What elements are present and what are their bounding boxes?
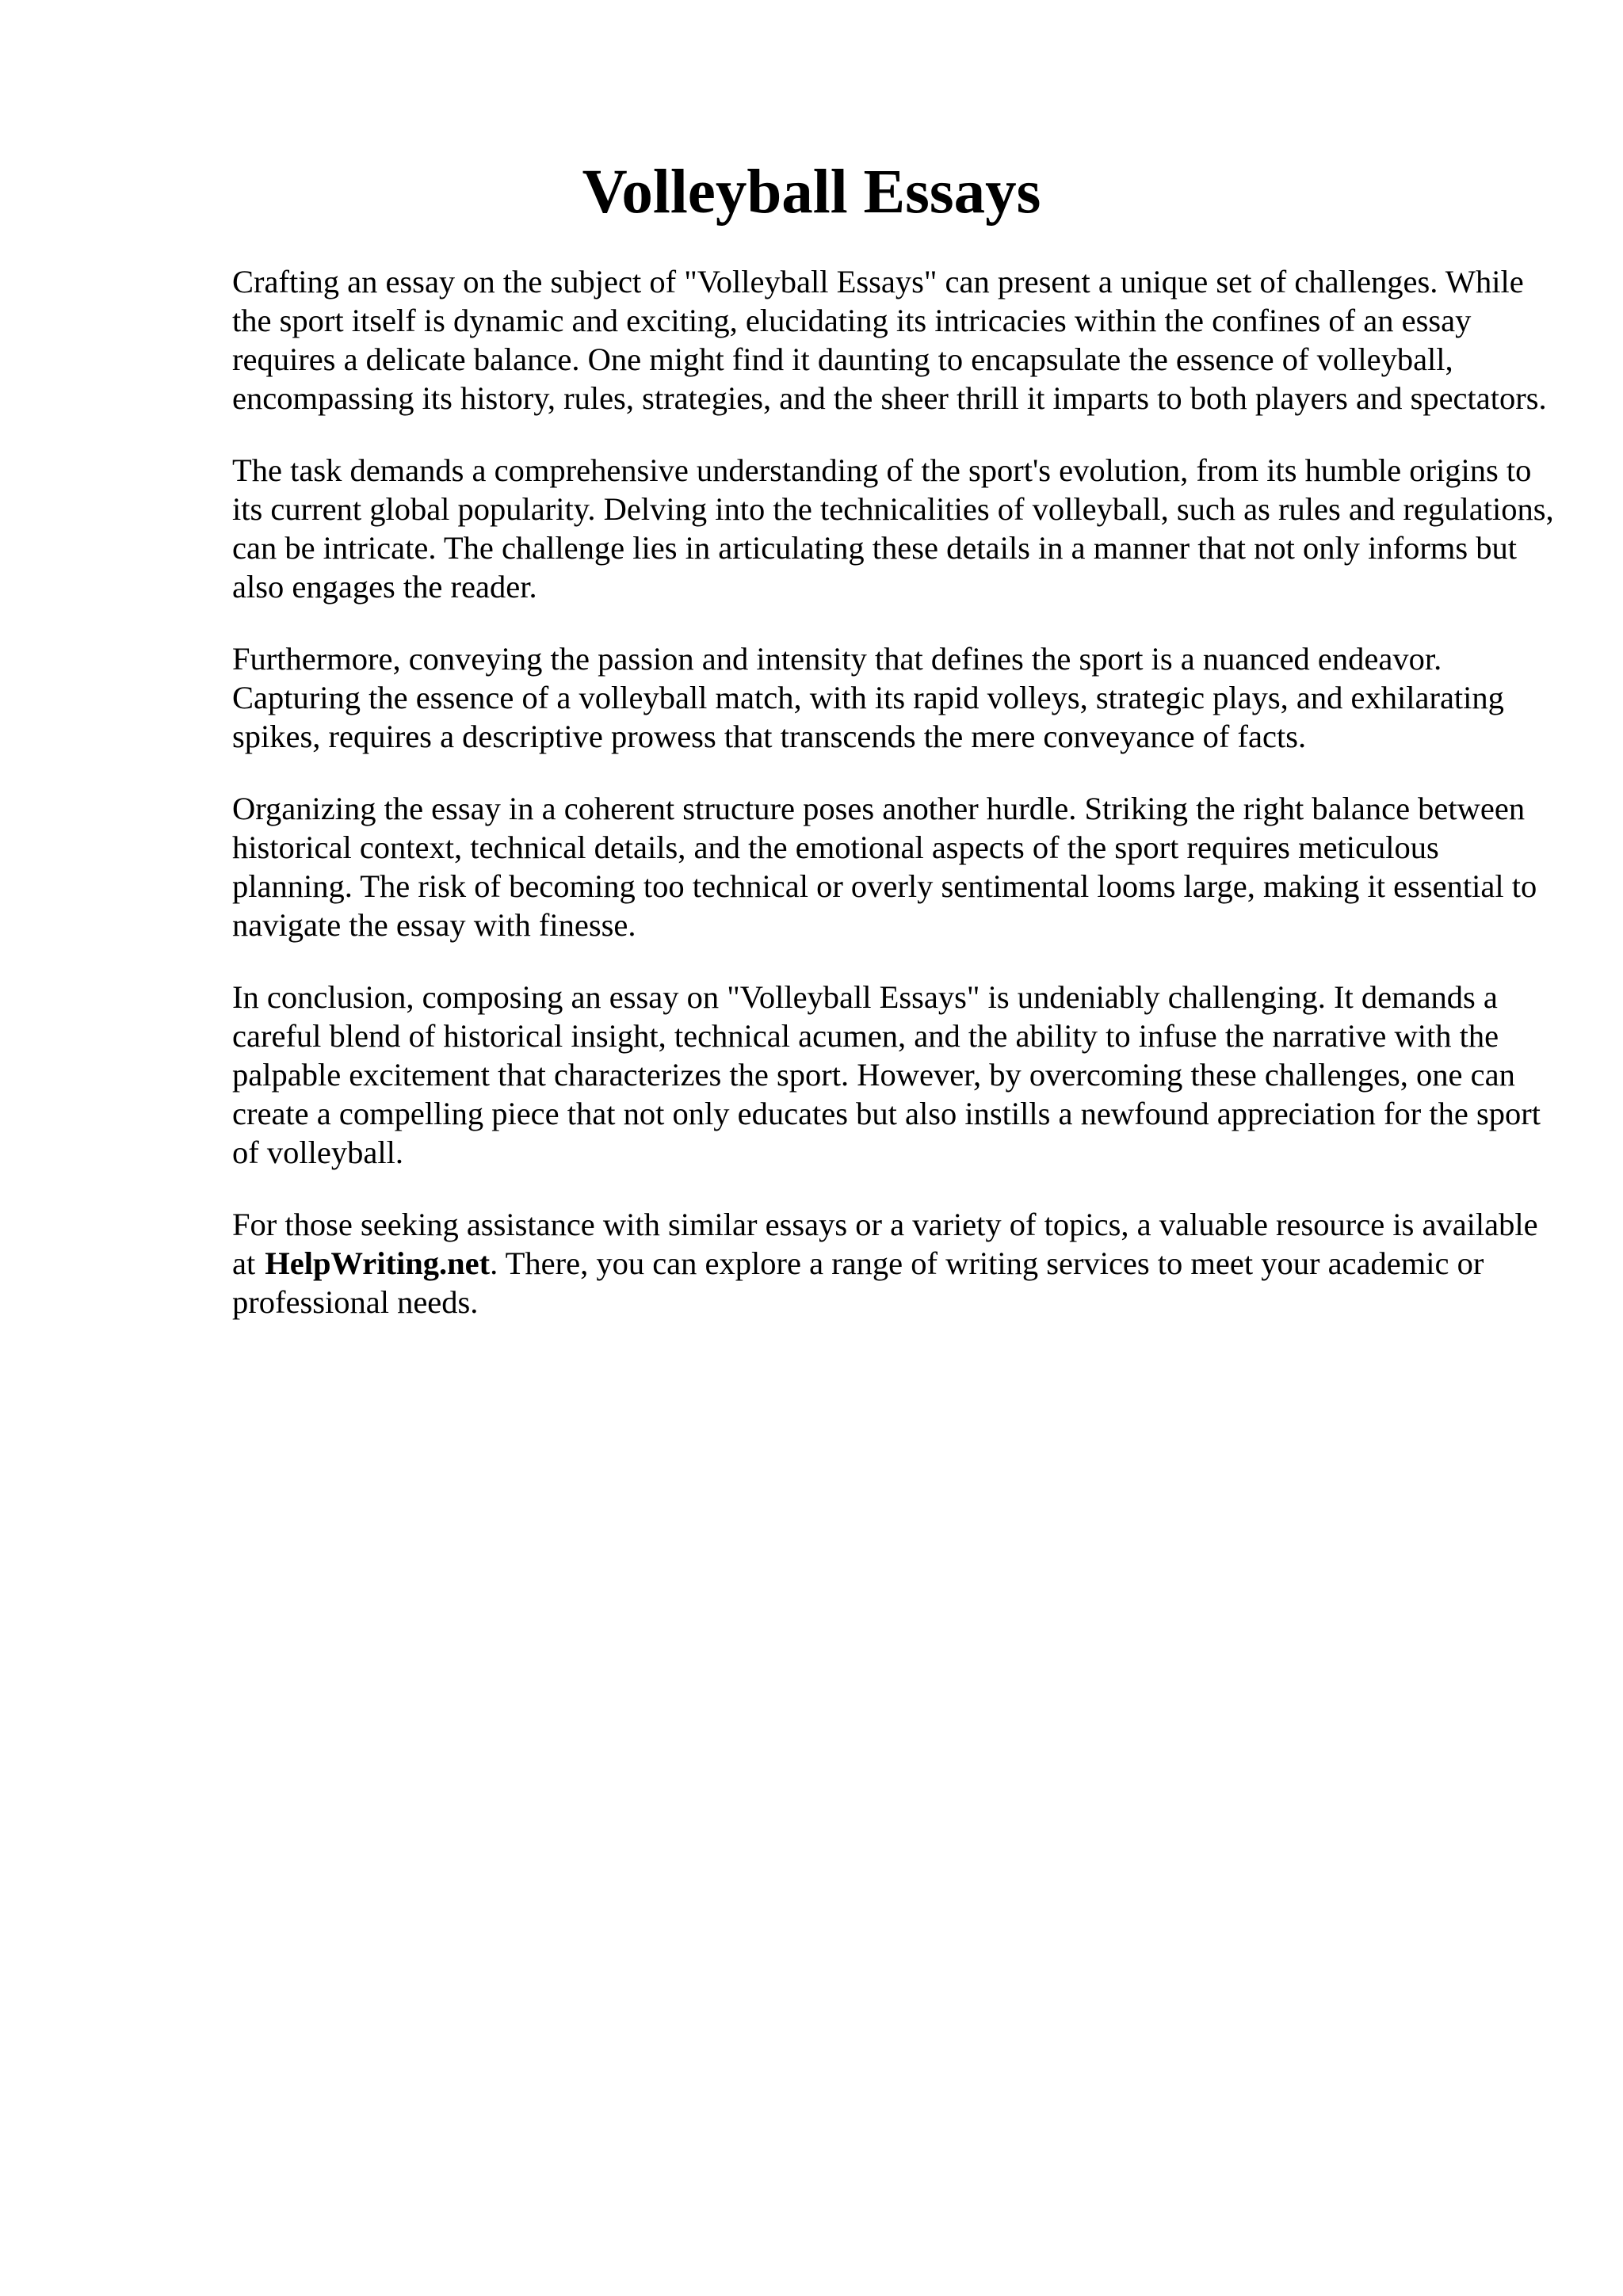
paragraph-1: Crafting an essay on the subject of "Volleyball Essays" can present a unique set of challenges. While the sport itself is dynamic and exciting, elucidating its intricacies within the confines of an essay requires a delicate balance. One might find it daunting to encapsulate the essence of volleyball, encompassing its history, rules, strategies, and the sheer thrill it imparts to both players and spectators. (232, 264, 1547, 416)
paragraph-3: Furthermore, conveying the passion and intensity that defines the sport is a nuanced endeavor. Capturing the essence of a volleyball match, with its rapid volleys, strategic plays, and exhilarating spikes, requires a descriptive prowess that transcends the mere conveyance of facts. (232, 641, 1504, 754)
paragraph-2: The task demands a comprehensive understanding of the sport's evolution, from its humble origins to its current global popularity. Delving into the technicalities of volleyball, such as rules and regulations, can be intricate. The challenge lies in articulating these details in a manner that not only informs but also engages the reader. (232, 452, 1554, 605)
paragraph-5: In conclusion, composing an essay on "Volleyball Essays" is undeniably challenging. It demands a careful blend of historical insight, technical acumen, and the ability to infuse the narrative with the palpable excitement that characterizes the sport. However, by overcoming these challenges, one can create a compelling piece that not only educates but also instills a newfound appreciation for the sport of volleyball. (232, 979, 1541, 1170)
paragraph-6-outro: . There, you can explore a range of writing services to meet your academic or professional needs. (232, 1245, 1484, 1320)
helpwriting-link[interactable]: HelpWriting.net (265, 1245, 491, 1281)
paragraph-6 (232, 1205, 1557, 1322)
essay-body (232, 262, 1557, 1355)
paragraph-4: Organizing the essay in a coherent structure poses another hurdle. Striking the right balance between historical context, technical details, and the emotional aspects of the sport requires meticulous planning. The risk of becoming too technical or overly sentimental looms large, making it essential to navigate the essay with finesse. (232, 791, 1537, 943)
paragraph-6-intro: For those seeking assistance with similar essays or a variety of topics, a valuable resource is available at (232, 1207, 1538, 1281)
page-title: Volleyball Essays (582, 158, 1041, 227)
